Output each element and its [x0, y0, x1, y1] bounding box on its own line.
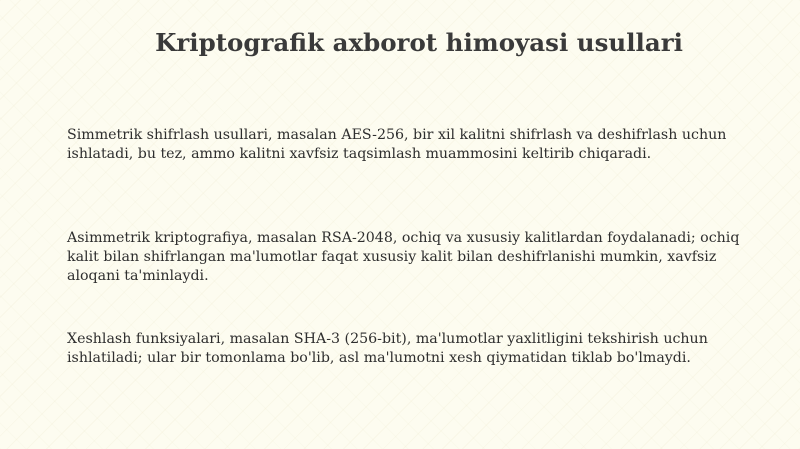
slide-title: Kriptografik axborot himoyasi usullari — [155, 28, 683, 57]
paragraph-hash-functions: Xeshlash funksiyalari, masalan SHA-3 (256-bit), ma'lumotlar yaxlitligini tekshirish uchun ishlatiladi; ular bir tomonlama bo'lib, asl ma'lumotni xesh qiymatidan tiklab bo'lmaydi. — [67, 331, 708, 366]
paragraph-symmetric-encryption: Simmetrik shifrlash usullari, masalan AES-256, bir xil kalitni shifrlash va deshifrlash uchun ishlatadi, bu tez, ammo kalitni xavfsiz taqsimlash muammosini keltirib chiqaradi. — [67, 127, 727, 162]
paragraph-asymmetric-cryptography: Asimmetrik kriptografiya, masalan RSA-2048, ochiq va xususiy kalitlardan foydalanadi; ochiq kalit bilan shifrlangan ma'lumotlar faqat xususiy kalit bilan deshifrlanishi mumkin, xavfsiz aloqani ta'minlaydi. — [67, 230, 740, 284]
